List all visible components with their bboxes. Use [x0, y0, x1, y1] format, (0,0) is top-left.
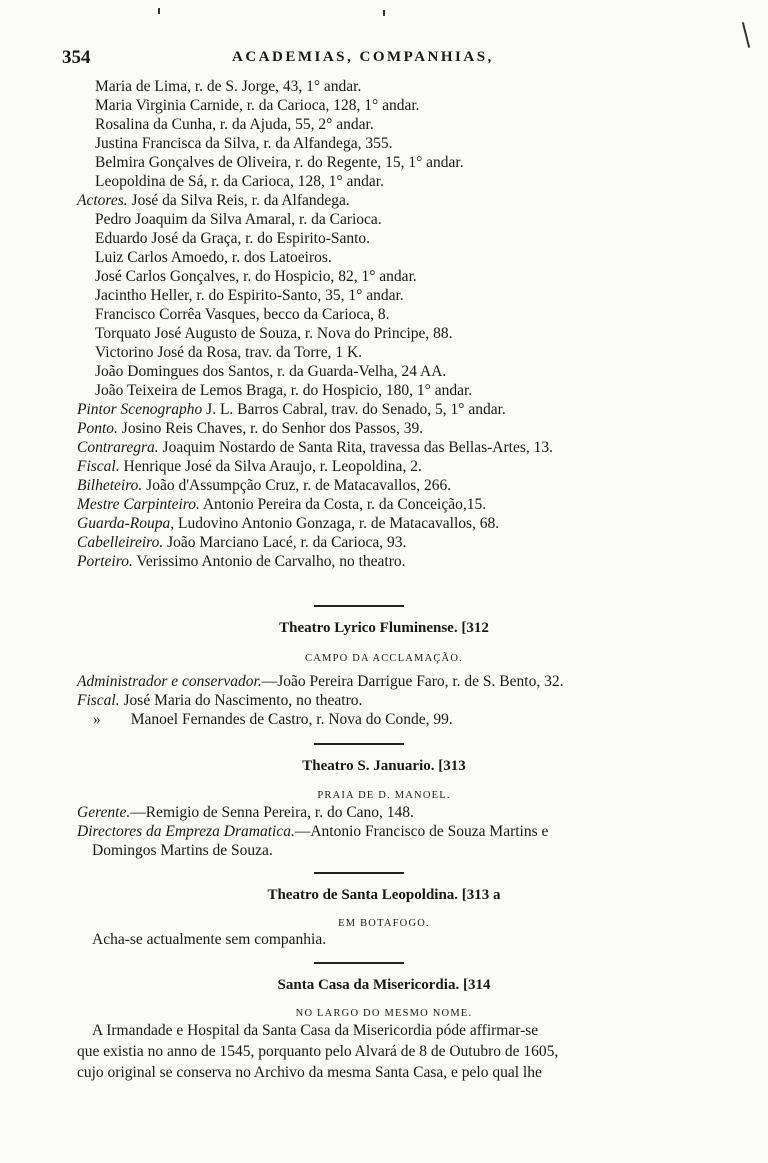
ditto-mark: »	[93, 711, 101, 728]
section-divider	[314, 962, 404, 964]
section-subtitle: CAMPO DA ACCLAMAÇÃO.	[305, 653, 463, 664]
list-item: Acha-se actualmente sem companhia.	[92, 931, 327, 948]
entry-text: Verissimo Antonio de Carvalho, no theatro.	[132, 553, 406, 570]
list-item: Pedro Joaquim da Silva Amaral, r. da Carioca.	[95, 211, 382, 228]
list-item	[77, 822, 768, 841]
entry-text: Ludovino Antonio Gonzaga, r. de Matacavallos, 68.	[174, 515, 500, 532]
entry-text: —João Pereira Darrigue Faro, r. de S. Bento, 32.	[261, 673, 564, 690]
entry-text: João Marciano Lacé, r. da Carioca, 93.	[163, 534, 407, 551]
section-subtitle: NO LARGO DO MESMO NOME.	[295, 1008, 473, 1019]
role-label: Contraregra.	[77, 439, 159, 456]
list-item	[77, 400, 768, 419]
paragraph-line: cujo original se conserva no Archivo da mesma Santa Casa, e pelo qual lhe	[77, 1064, 542, 1081]
section-ref: [313 a	[461, 887, 501, 903]
running-header	[62, 47, 702, 69]
list-item: Justina Francisca da Silva, r. da Alfandega, 355.	[95, 135, 393, 152]
list-item	[77, 476, 768, 495]
paragraph-line: que existia no anno de 1545, porquanto pelo Alvará de 8 de Outubro de 1605,	[77, 1043, 559, 1060]
role-label: Porteiro.	[77, 553, 133, 570]
list-item: Belmira Gonçalves de Oliveira, r. do Regente, 15, 1° andar.	[95, 154, 464, 171]
role-label: Guarda-Roupa,	[77, 515, 175, 532]
role-label: Directores da Empreza Dramatica.	[77, 823, 295, 840]
list-item: Maria de Lima, r. de S. Jorge, 43, 1° andar.	[95, 78, 362, 95]
list-item	[77, 803, 768, 822]
paragraph-line: A Irmandade e Hospital da Santa Casa da Misericordia póde affirmar-se	[92, 1022, 539, 1039]
list-item: João Domingues dos Santos, r. da Guarda-Velha, 24 AA.	[95, 363, 447, 380]
role-label: Ponto.	[77, 420, 118, 437]
list-item: Domingos Martins de Souza.	[92, 842, 273, 859]
list-item	[77, 672, 768, 691]
entry-text: Henrique José da Silva Araujo, r. Leopoldina, 2.	[119, 458, 422, 475]
list-item	[77, 419, 768, 438]
section-title: Theatro S. Januario.	[302, 758, 435, 774]
role-label: Bilheteiro.	[77, 477, 143, 494]
list-item	[77, 438, 768, 457]
entry-text: João d'Assumpção Cruz, r. de Matacavallos, 266.	[142, 477, 452, 494]
role-label: Actores.	[77, 192, 128, 209]
list-item: Leopoldina de Sá, r. da Carioca, 128, 1° andar.	[95, 173, 384, 190]
page-mark	[158, 8, 160, 14]
list-item: João Teixeira de Lemos Braga, r. do Hospicio, 180, 1° andar.	[95, 382, 473, 399]
page-number: 354	[62, 47, 91, 68]
section-title: Santa Casa da Misericordia.	[277, 977, 460, 993]
list-item: Victorino José da Rosa, trav. da Torre, 1 K.	[95, 344, 363, 361]
section-divider	[314, 605, 404, 607]
list-item	[77, 552, 768, 571]
list-item: Jacintho Heller, r. do Espirito-Santo, 35, 1° andar.	[95, 287, 404, 304]
section-heading	[0, 757, 768, 776]
section-title: Theatro de Santa Leopoldina.	[267, 887, 459, 903]
list-item: Francisco Corrêa Vasques, becco da Carioca, 8.	[95, 306, 390, 323]
entry-text: Antonio Pereira da Costa, r. da Conceição,15.	[199, 496, 487, 513]
list-item: José Carlos Gonçalves, r. do Hospicio, 82, 1° andar.	[95, 268, 417, 285]
section-divider	[314, 743, 404, 745]
entry-text: José da Silva Reis, r. da Alfandega.	[127, 192, 350, 209]
role-label: Cabelleireiro.	[77, 534, 164, 551]
entry-text: —Remigio de Senna Pereira, r. do Cano, 148.	[130, 804, 414, 821]
role-label: Administrador e conservador.	[77, 673, 262, 690]
entry-text: Joaquim Nostardo de Santa Rita, travessa das Bellas-Artes, 13.	[158, 439, 553, 456]
entry-text: Manoel Fernandes de Castro, r. Nova do Conde, 99.	[130, 711, 453, 728]
section-ref: [312	[461, 620, 489, 636]
role-label: Pintor Scenographo	[77, 401, 203, 418]
running-title: ACADEMIAS, COMPANHIAS,	[232, 49, 494, 65]
role-label: Fiscal.	[77, 692, 120, 709]
section-subtitle: EM BOTAFOGO.	[338, 918, 430, 929]
entry-text: —Antonio Francisco de Souza Martins e	[294, 823, 549, 840]
list-item	[77, 191, 768, 210]
section-divider	[314, 872, 404, 874]
section-heading	[0, 886, 768, 905]
list-item	[93, 710, 768, 729]
list-item: Maria Virginia Carnide, r. da Carioca, 128, 1° andar.	[95, 97, 420, 114]
list-item: Luiz Carlos Amoedo, r. dos Latoeiros.	[95, 249, 332, 266]
section-title: Theatro Lyrico Fluminense.	[279, 620, 458, 636]
entry-text: J. L. Barros Cabral, trav. do Senado, 5, 1° andar.	[202, 401, 506, 418]
list-item	[77, 691, 768, 710]
section-heading	[0, 619, 768, 638]
list-item: Torquato José Augusto de Souza, r. Nova do Principe, 88.	[95, 325, 453, 342]
role-label: Fiscal.	[77, 458, 120, 475]
role-label: Mestre Carpinteiro.	[77, 496, 200, 513]
page-mark	[742, 22, 750, 48]
list-item	[77, 457, 768, 476]
role-label: Gerente.	[77, 804, 131, 821]
list-item: Eduardo José da Graça, r. do Espirito-Santo.	[95, 230, 371, 247]
list-item	[77, 514, 768, 533]
entry-text: José Maria do Nascimento, no theatro.	[119, 692, 363, 709]
section-ref: [314	[462, 977, 491, 993]
section-heading	[0, 976, 768, 995]
list-item: Rosalina da Cunha, r. da Ajuda, 55, 2° andar.	[95, 116, 374, 133]
list-item	[77, 495, 768, 514]
entry-text: Josino Reis Chaves, r. do Senhor dos Passos, 39.	[117, 420, 424, 437]
section-subtitle: PRAIA DE D. MANOEL.	[317, 790, 451, 801]
section-ref: [313	[438, 758, 466, 774]
page-mark	[383, 10, 385, 16]
list-item	[77, 533, 768, 552]
